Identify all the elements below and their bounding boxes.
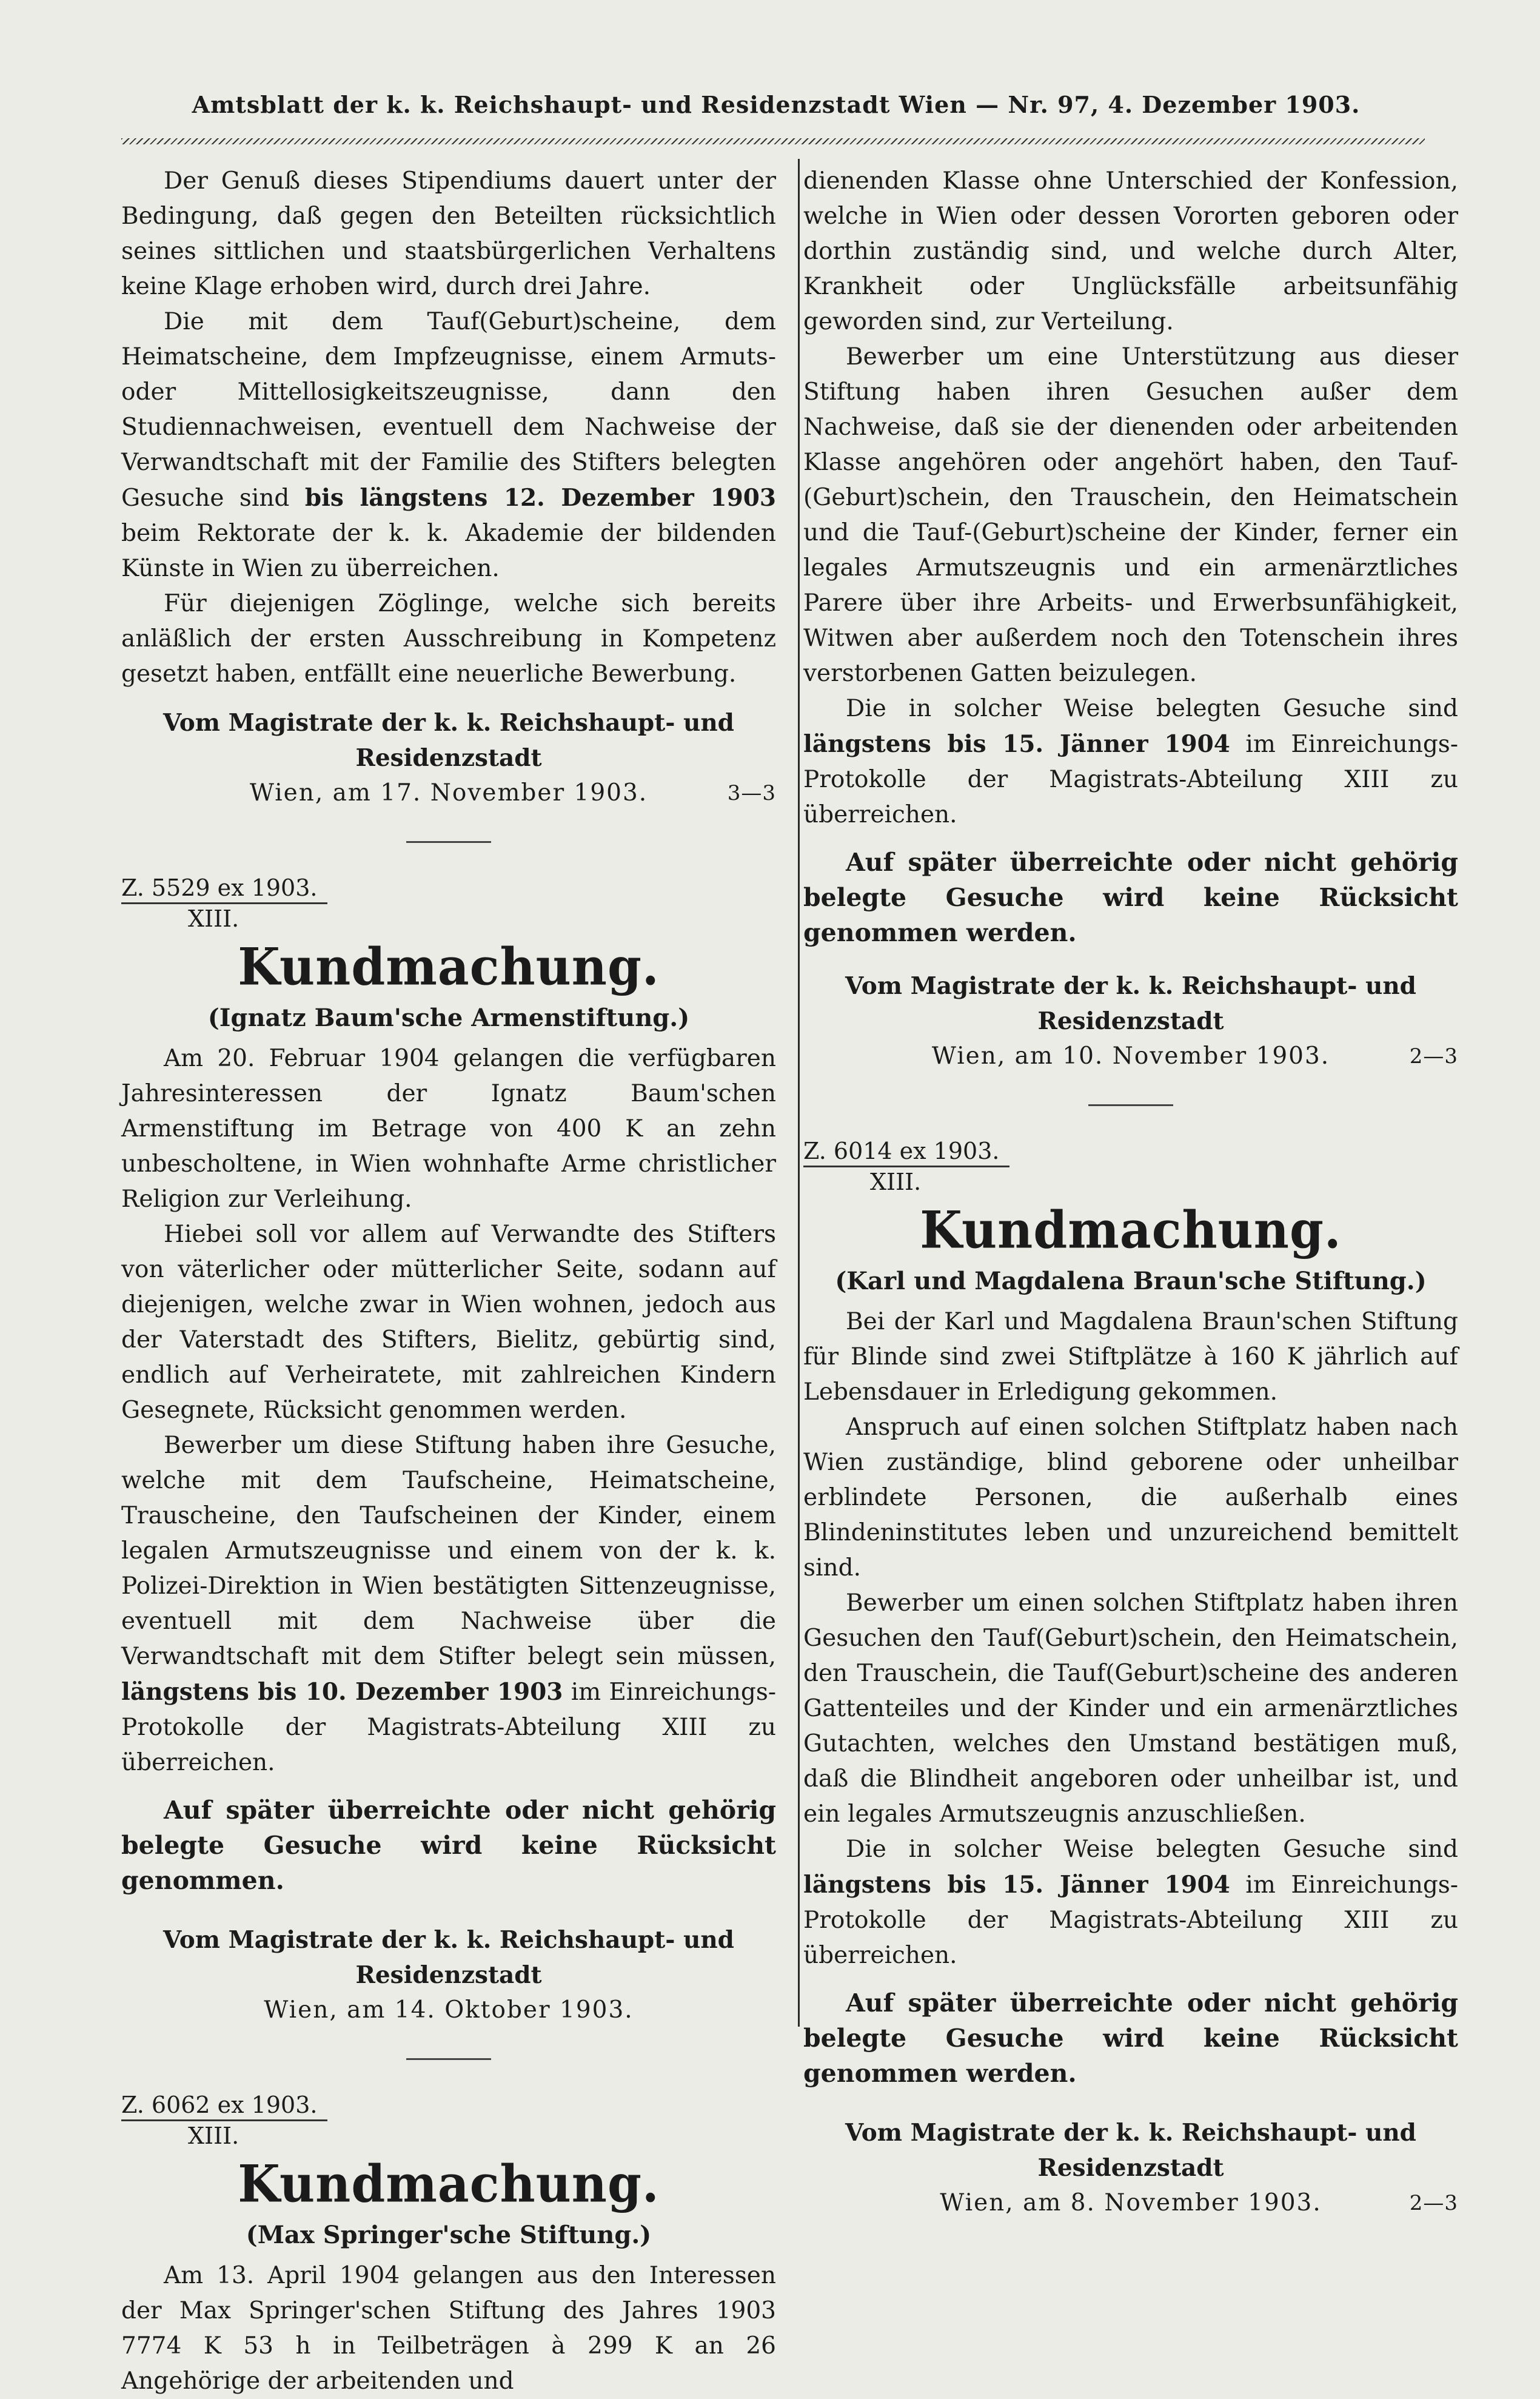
place-date xyxy=(121,776,776,811)
signoff: Vom Magistrate der k. k. Reichshaupt- und Residenzstadt xyxy=(845,972,1416,1035)
place-date: Wien, am 14. Oktober 1903. xyxy=(264,1996,634,2024)
notice-number: Z. 6014 ex 1903. xyxy=(803,1138,1000,1164)
deadline-bold: bis längstens 12. Dezember 1903 xyxy=(304,484,776,512)
notice-paragraph: Bei der Karl und Magdalena Braun'schen Stiftung für Blinde sind zwei Stiftplätze à 160 K jährlich auf Lebensdauer in Erledigung gekommen. xyxy=(803,1308,1458,1406)
place-date xyxy=(803,1039,1458,1074)
notice-paragraph xyxy=(803,1832,1458,1973)
deadline-bold: längstens bis 10. Dezember 1903 xyxy=(121,1678,563,1706)
notice-number-block xyxy=(121,2090,327,2150)
left-column xyxy=(121,164,776,2399)
notice-subtitle: (Max Springer'sche Stiftung.) xyxy=(246,2221,652,2249)
notice-paragraph: Bewerber um eine Unterstützung aus dieser Stiftung haben ihren Gesuchen außer dem Nachweise, daß sie der dienenden oder arbeitenden Klasse angehören oder angehört haben, den Tauf-(Geburt)schein, den Trauschein, den Heimatschein und die Tauf-(Geburt)scheine der Kinder, ferner ein legales Armutszeugnis und ein armenärztliches Parere über ihre Arbeits- und Erwerbsunfähigkeit, Witwen aber außerdem noch den Totenschein ihres verstorbenen Gatten beizulegen. xyxy=(803,343,1458,687)
signoff: Vom Magistrate der k. k. Reichshaupt- und Residenzstadt xyxy=(845,2119,1416,2182)
notice-paragraph: Hiebei soll vor allem auf Verwandte des Stifters von väterlicher oder mütterlicher Seite, sodann auf diejenigen, welche zwar in Wien wohnen, jedoch aus der Vaterstadt des Stifters, Bielitz, gebürtig sind, endlich auf Verheiratete, mit zahlreichen Kindern Gesegnete, Rücksicht genommen werden. xyxy=(121,1221,776,1424)
notice-warning: Auf später überreichte oder nicht gehörig belegte Gesuche wird keine Rücksicht genommen. xyxy=(121,1796,776,1895)
notice-title: Kundmachung. xyxy=(920,1200,1342,1260)
place-date-text: Wien, am 8. November 1903. xyxy=(940,2189,1322,2216)
notice-section: XIII. xyxy=(188,905,239,932)
notice-warning: Auf später überreichte oder nicht gehörig belegte Gesuche wird keine Rücksicht genommen werden. xyxy=(803,848,1458,947)
right-column xyxy=(803,164,1458,2221)
deadline-bold: längstens bis 15. Jänner 1904 xyxy=(803,1871,1230,1899)
notice-subtitle: (Ignatz Baum'sche Armenstiftung.) xyxy=(207,1004,690,1032)
notice-title: Kundmachung. xyxy=(238,936,660,997)
notice-number-block xyxy=(121,873,327,933)
notice-paragraph: Am 20. Februar 1904 gelangen die verfügbaren Jahresinteressen der Ignatz Baum'schen Armenstiftung im Betrage von 400 K an zehn unbescholtene, in Wien wohnhafte Arme christlicher Religion zur Verleihung. xyxy=(121,1045,776,1213)
intro-paragraph-1: Der Genuß dieses Stipendiums dauert unter der Bedingung, daß gegen den Beteilten rücksichtlich seines sittlichen und staatsbürgerlichen Verhaltens keine Klage erhoben wird, durch drei Jahre. xyxy=(121,167,776,300)
text-run: Die in solcher Weise belegten Gesuche sind xyxy=(846,1836,1458,1863)
deadline-bold: längstens bis 15. Jänner 1904 xyxy=(803,730,1230,758)
text-run: Die in solcher Weise belegten Gesuche sind xyxy=(846,695,1458,722)
page-header: Amtsblatt der k. k. Reichshaupt- und Residenzstadt Wien — Nr. 97, 4. Dezember 1903. xyxy=(192,91,1361,118)
reference-number: 2—3 xyxy=(1409,1044,1458,1069)
notice-paragraph xyxy=(121,1428,776,1780)
signoff: Vom Magistrate der k. k. Reichshaupt- und Residenzstadt xyxy=(163,709,734,772)
signoff: Vom Magistrate der k. k. Reichshaupt- und Residenzstadt xyxy=(163,1926,734,1989)
text-run: Die mit dem Tauf(Geburt)scheine, dem Heimatscheine, dem Impfzeugnisse, einem Armuts- oder Mittellosigkeitszeugnisse, dann den Studiennachweisen, eventuell dem Nachweise der Verwandtschaft mit der Familie des Stifters belegten Gesuche sind xyxy=(121,308,776,512)
notice-subtitle: (Karl und Magdalena Braun'sche Stiftung.) xyxy=(835,1267,1427,1295)
notice-section: XIII. xyxy=(188,2122,239,2149)
text-run: Bewerber um diese Stiftung haben ihre Gesuche, welche mit dem Taufscheine, Heimatscheine, Trauscheine, den Taufscheinen der Kinder, einem legalen Armutszeugnisse und einem von der k. k. Polizei-Direktion in Wien bestätigten Sittenzeugnisse, eventuell mit dem Nachweise über die Verwandtschaft mit dem Stifter belegt sein müssen, xyxy=(121,1432,776,1670)
reference-number: 3—3 xyxy=(727,781,776,805)
notice-number: Z. 5529 ex 1903. xyxy=(121,874,318,901)
notice-paragraph: Bewerber um einen solchen Stiftplatz haben ihren Gesuchen den Tauf(Geburt)schein, den Heimatschein, den Trauschein, die Tauf(Geburt)scheine des anderen Gattenteiles und der Kinder und ein armenärztliches Gutachten, welches den Umstand bestätigen muß, daß die Blindheit angeboren oder unheilbar ist, und ein legales Armutszeugnis anzuschließen. xyxy=(803,1589,1458,1828)
place-date xyxy=(803,2186,1458,2221)
intro-paragraph-3: Für diejenigen Zöglinge, welche sich bereits anläßlich der ersten Ausschreibung in Kompetenz gesetzt haben, entfällt eine neuerliche Bewerbung. xyxy=(121,590,776,688)
notice-paragraph xyxy=(803,691,1458,833)
continued-paragraph: dienenden Klasse ohne Unterschied der Konfession, welche in Wien oder dessen Vororten geboren oder dorthin zuständig sind, und welche durch Alter, Krankheit oder Unglücksfälle arbeitsunfähig geworden sind, zur Verteilung. xyxy=(803,167,1458,335)
notice-number: Z. 6062 ex 1903. xyxy=(121,2092,318,2118)
separator-rule xyxy=(406,2058,491,2060)
place-date-text: Wien, am 10. November 1903. xyxy=(931,1042,1330,1070)
notice-paragraph: Anspruch auf einen solchen Stiftplatz haben nach Wien zuständige, blind geborene oder unheilbar erblindete Personen, die außerhalb eines Blindeninstitutes leben und unzureichend bemittelt sind. xyxy=(803,1414,1458,1582)
reference-number: 2—3 xyxy=(1409,2191,1458,2215)
notice-section: XIII. xyxy=(870,1169,922,1195)
column-divider xyxy=(798,159,800,2027)
place-date-text: Wien, am 17. November 1903. xyxy=(249,779,648,807)
notice-title: Kundmachung. xyxy=(238,2153,660,2214)
notice-warning: Auf später überreichte oder nicht gehörig belegte Gesuche wird keine Rücksicht genommen werden. xyxy=(803,1988,1458,2088)
notice-paragraph: Am 13. April 1904 gelangen aus den Interessen der Max Springer'schen Stiftung des Jahres 1903 7774 K 53 h in Teilbeträgen à 299 K an 26 Angehörige der arbeitenden und xyxy=(121,2262,776,2395)
separator-rule xyxy=(1088,1104,1173,1106)
text-run: im Einreichungs-Protokolle der Magistrats-Abteilung XIII zu überreichen. xyxy=(121,1679,777,1776)
intro-paragraph-2 xyxy=(121,304,776,586)
header-rule xyxy=(121,138,1425,144)
text-run: im Einreichungs-Protokolle der Magistrats-Abteilung XIII zu überreichen. xyxy=(803,731,1458,828)
text-run: beim Rektorate der k. k. Akademie der bildenden Künste in Wien zu überreichen. xyxy=(121,520,776,582)
text-run: im Einreichungs-Protokolle der Magistrats-Abteilung XIII zu überreichen. xyxy=(803,1871,1458,1969)
separator-rule xyxy=(406,841,491,843)
notice-number-block xyxy=(803,1136,1009,1196)
